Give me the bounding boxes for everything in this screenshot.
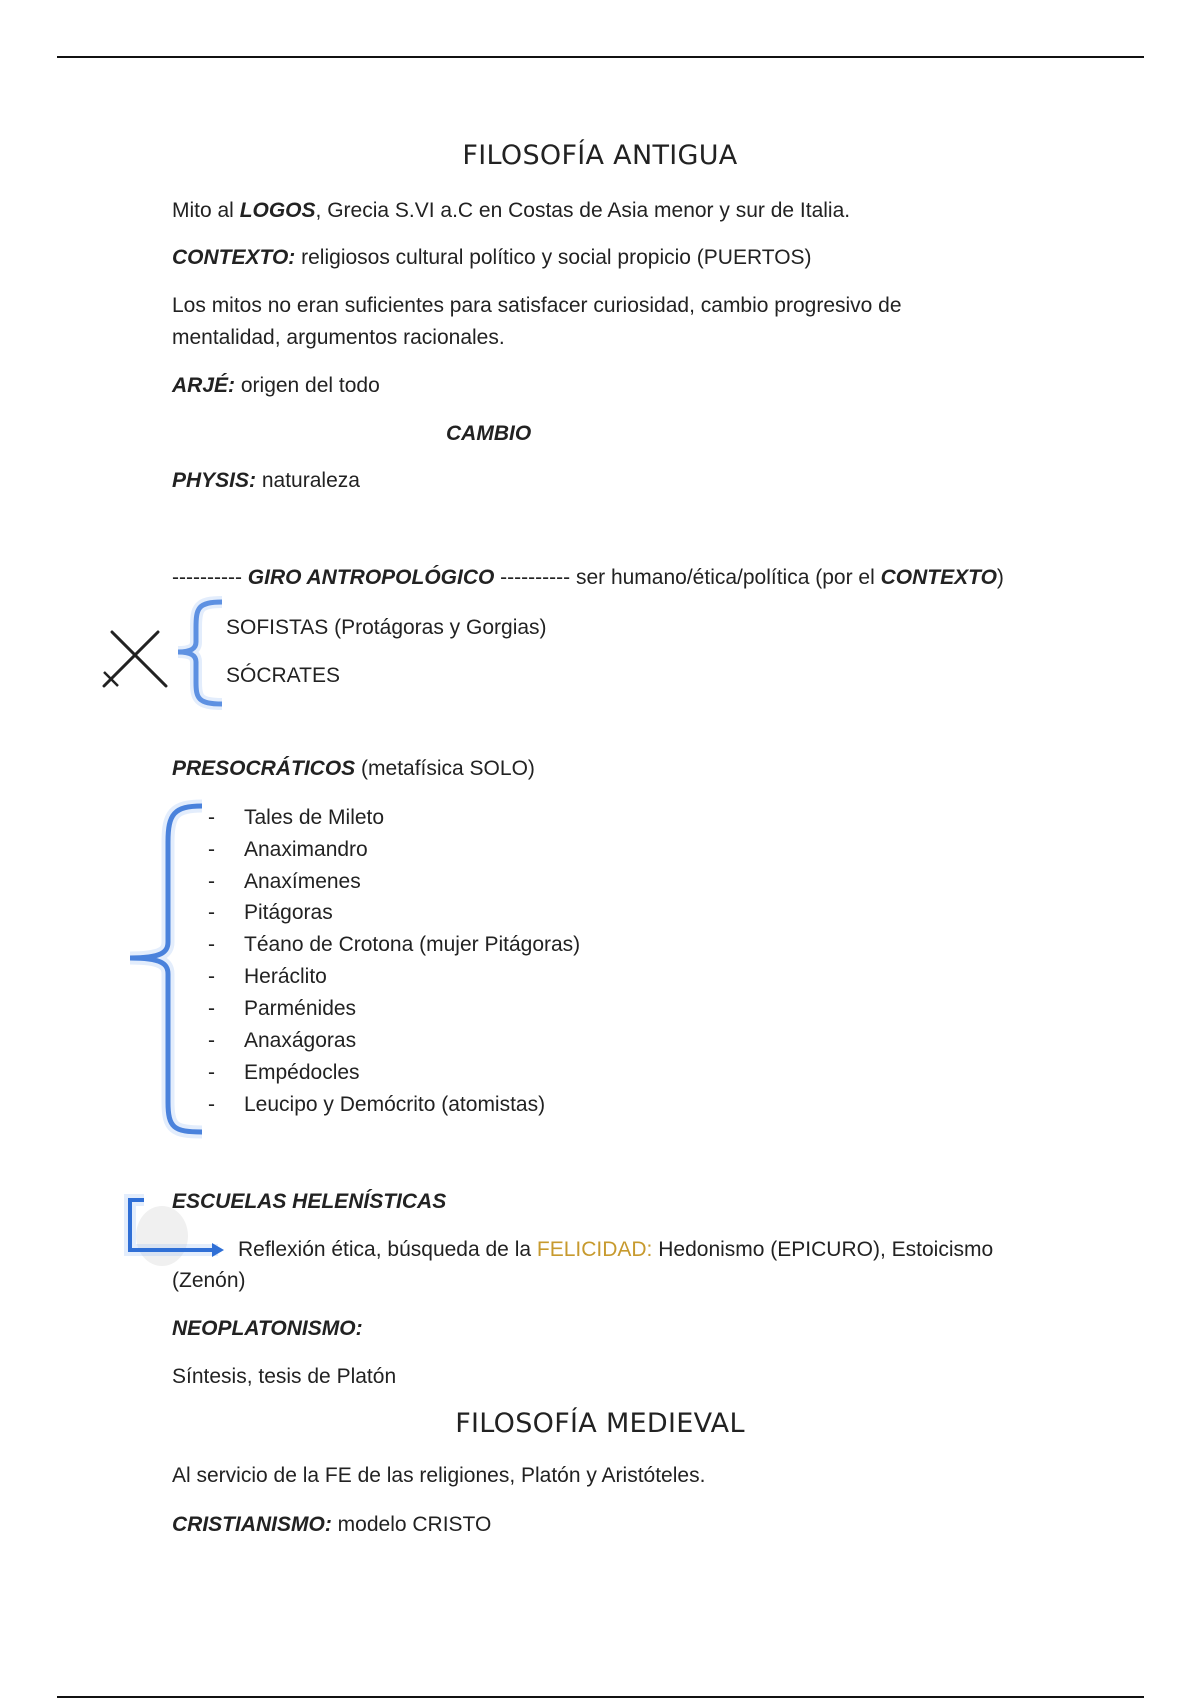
mitos-paragraph: Los mitos no eran suficientes para satisfacer curiosidad, cambio progresivo de mentalidad, argumentos racionales. [172, 294, 902, 349]
bullet-dash: - [208, 870, 215, 893]
list-item: Empédocles [244, 1061, 360, 1084]
list-item: Pitágoras [244, 901, 333, 924]
bullet-dash: - [208, 997, 215, 1020]
list-item: Leucipo y Demócrito (atomistas) [244, 1093, 546, 1116]
presocraticos-line: PRESOCRÁTICOS (metafísica SOLO) [172, 757, 535, 780]
cambio-label: CAMBIO [446, 422, 532, 445]
bullet-dash: - [208, 1029, 215, 1052]
escuelas-helenisticas-heading: ESCUELAS HELENÍSTICAS [172, 1190, 447, 1213]
list-item: Téano de Crotona (mujer Pitágoras) [244, 933, 581, 956]
intro-line: Mito al LOGOS, Grecia S.VI a.C en Costas de Asia menor y sur de Italia. [172, 199, 851, 222]
crossed-swords-icon [96, 626, 174, 692]
sofistas-item: SOFISTAS (Protágoras y Gorgias) [226, 616, 547, 639]
sintesis-line: Síntesis, tesis de Platón [172, 1365, 397, 1388]
socrates-item: SÓCRATES [226, 664, 340, 687]
servicio-line: Al servicio de la FE de las religiones, Platón y Aristóteles. [172, 1464, 706, 1487]
arrow-right-icon [122, 1196, 232, 1266]
top-rule [57, 56, 1144, 58]
neoplatonismo-heading: NEOPLATONISMO: [172, 1317, 363, 1340]
curly-brace-icon [124, 802, 214, 1137]
cristianismo-line: CRISTIANISMO: modelo CRISTO [172, 1513, 492, 1536]
list-item: Anaxímenes [244, 870, 361, 893]
curly-brace-icon [168, 598, 228, 708]
list-item: Heráclito [244, 965, 327, 988]
zenon-line: (Zenón) [172, 1269, 246, 1292]
list-item: Tales de Mileto [244, 806, 385, 829]
list-item: Parménides [244, 997, 357, 1020]
bottom-rule [57, 1696, 1144, 1698]
arje-line: ARJÉ: origen del todo [172, 374, 380, 397]
bullet-dash: - [208, 1061, 215, 1084]
section-title-medieval: FILOSOFÍA MEDIEVAL [455, 1408, 745, 1439]
list-item: Anaxágoras [244, 1029, 357, 1052]
bullet-dash: - [208, 1093, 215, 1116]
physis-line: PHYSIS: naturaleza [172, 469, 360, 492]
bullet-dash: - [208, 806, 215, 829]
bullet-dash: - [208, 965, 215, 988]
contexto-line: CONTEXTO: religiosos cultural político y social propicio (PUERTOS) [172, 246, 812, 269]
bullet-dash: - [208, 933, 215, 956]
section-title-antigua: FILOSOFÍA ANTIGUA [462, 140, 738, 171]
list-item: Anaximandro [244, 838, 368, 861]
reflexion-line: Reflexión ética, búsqueda de la FELICIDAD: Hedonismo (EPICURO), Estoicismo [238, 1238, 994, 1261]
giro-antropologico-line: ---------- GIRO ANTROPOLÓGICO ---------- ser humano/ética/política (por el CONTEXTO) [172, 566, 1004, 589]
bullet-dash: - [208, 901, 215, 924]
bullet-dash: - [208, 838, 215, 861]
